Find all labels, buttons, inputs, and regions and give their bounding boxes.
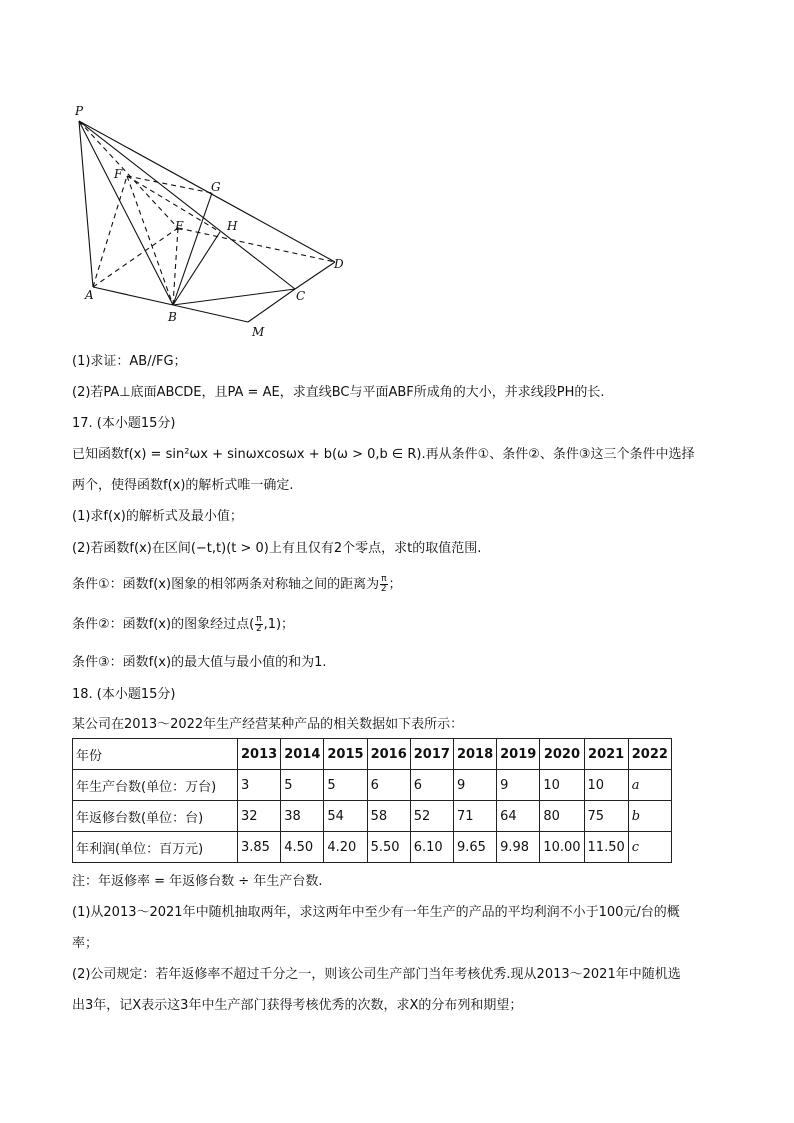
table-cell: b	[628, 801, 671, 832]
table-cell: 10	[540, 770, 584, 801]
table-cell: 80	[540, 801, 584, 832]
fraction-pi-over-2	[380, 575, 387, 594]
q17-header: 17. (本小题15分)	[72, 416, 176, 431]
table-header-cell: 2021	[584, 739, 628, 770]
table-cell: 10	[584, 770, 628, 801]
q18-part1-line1: (1)从2013～2021年中随机抽取两年，求这两年中至少有一年生产的产品的平均利润不小于100元/台的概	[72, 905, 680, 920]
table-cell: 52	[410, 801, 453, 832]
label-E: E	[175, 219, 184, 233]
table-header-cell: 2014	[281, 739, 324, 770]
label-B: B	[168, 310, 177, 324]
edge-BM	[173, 305, 248, 322]
edge-CD	[295, 262, 335, 289]
q17-condition3: 条件③：函数f(x)的最大值与最小值的和为1.	[72, 655, 327, 670]
edge-FG	[127, 176, 212, 193]
edge-FB	[127, 176, 173, 305]
table-row	[73, 832, 672, 863]
q16-part1: (1)求证：AB//FG；	[72, 354, 187, 369]
label-C: C	[296, 289, 306, 303]
q18-part2-line2: 出3年，记X表示这3年中生产部门获得考核优秀的次数，求X的分布列和期望；	[72, 998, 523, 1013]
pyramid-figure	[70, 100, 370, 345]
fraction-pi-over-2	[255, 615, 262, 634]
edge-AE	[93, 228, 178, 287]
q17-stem-line2: 两个，使得函数f(x)的解析式唯一确定.	[72, 478, 294, 493]
table-cell: 64	[497, 801, 540, 832]
condition2-text: 条件②：函数f(x)的图象经过点(	[72, 617, 255, 632]
label-P: P	[75, 104, 84, 118]
table-cell: 6	[367, 770, 410, 801]
table-cell: 3.85	[238, 832, 281, 863]
q17-part2: (2)若函数f(x)在区间(−t,t)(t > 0)上有且仅有2个零点，求t的取值范围.	[72, 541, 482, 556]
condition1-text: 条件①：函数f(x)图象的相邻两条对称轴之间的距离为	[72, 577, 380, 592]
frac-denominator: 2	[255, 624, 262, 634]
row-label: 年利润(单位：百万元)	[73, 832, 238, 863]
table-cell: 9.65	[453, 832, 496, 863]
table-cell: 5.50	[367, 832, 410, 863]
label-G: G	[211, 180, 221, 194]
table-cell: 5	[281, 770, 324, 801]
table-cell: 5	[324, 770, 367, 801]
table-cell: 9.98	[497, 832, 540, 863]
q18-part1-line2: 率；	[72, 936, 99, 951]
table-header-row	[73, 739, 672, 770]
table-header-cell: 年份	[73, 739, 238, 770]
edge-BH	[173, 232, 220, 305]
label-F: F	[114, 167, 123, 181]
q18-intro: 某公司在2013～2022年生产经营某种产品的相关数据如下表所示：	[72, 717, 464, 732]
row-label: 年返修台数(单位：台)	[73, 801, 238, 832]
table-cell: 32	[238, 801, 281, 832]
table-cell: 6.10	[410, 832, 453, 863]
label-M: M	[252, 325, 265, 339]
edge-PE	[79, 121, 178, 228]
table-cell: 9	[497, 770, 540, 801]
table-header-cell: 2015	[324, 739, 367, 770]
pyramid-diagram	[70, 100, 370, 345]
q17-part1: (1)求f(x)的解析式及最小值；	[72, 509, 243, 524]
table-header-cell: 2018	[453, 739, 496, 770]
table-cell: 9	[453, 770, 496, 801]
production-data-table	[72, 738, 672, 863]
label-D: D	[334, 257, 344, 271]
table-cell: 54	[324, 801, 367, 832]
table-cell: a	[628, 770, 671, 801]
edge-PA	[79, 121, 93, 287]
table-cell: 4.20	[324, 832, 367, 863]
table-cell: 10.00	[540, 832, 584, 863]
table-header-cell: 2020	[540, 739, 584, 770]
table-cell: 58	[367, 801, 410, 832]
q18-note: 注：年返修率 = 年返修台数 ÷ 年生产台数.	[72, 874, 323, 889]
q18-part2-line1: (2)公司规定：若年返修率不超过千分之一，则该公司生产部门当年考核优秀.现从2013～2021年中随机选	[72, 967, 681, 982]
table-cell: c	[628, 832, 671, 863]
table-header-cell: 2022	[628, 739, 671, 770]
row-label: 年生产台数(单位：万台)	[73, 770, 238, 801]
edge-AB	[93, 287, 173, 305]
table-cell: 11.50	[584, 832, 628, 863]
table-row	[73, 770, 672, 801]
edge-BC	[173, 289, 295, 305]
table-cell: 3	[238, 770, 281, 801]
table-header-cell: 2013	[238, 739, 281, 770]
table-row	[73, 801, 672, 832]
q17-stem-line1: 已知函数f(x) = sin²ωx + sinωxcosωx + b(ω > 0,b ∈ R).再从条件①、条件②、条件③这三个条件中选择	[72, 447, 695, 462]
table-cell: 75	[584, 801, 628, 832]
table-header-cell: 2016	[367, 739, 410, 770]
table-header-cell: 2019	[497, 739, 540, 770]
edge-ED	[178, 228, 335, 262]
table-cell: 4.50	[281, 832, 324, 863]
edge-AF	[93, 176, 127, 287]
q16-part2: (2)若PA⊥底面ABCDE，且PA = AE，求直线BC与平面ABF所成角的大小，并求线段PH的长.	[72, 385, 605, 400]
frac-numerator: π	[381, 574, 387, 584]
q17-condition1	[72, 575, 402, 594]
table-cell: 71	[453, 801, 496, 832]
condition1-suffix: ；	[388, 577, 402, 592]
q18-header: 18. (本小题15分)	[72, 687, 176, 702]
table-cell: 38	[281, 801, 324, 832]
q17-condition2	[72, 615, 294, 634]
edge-PB	[79, 121, 173, 305]
label-H: H	[227, 219, 238, 233]
table-header-cell: 2017	[410, 739, 453, 770]
condition2-suffix: ,1)；	[263, 617, 295, 632]
frac-numerator: π	[256, 614, 262, 624]
frac-denominator: 2	[380, 584, 387, 594]
label-A: A	[85, 288, 94, 302]
table-cell: 6	[410, 770, 453, 801]
